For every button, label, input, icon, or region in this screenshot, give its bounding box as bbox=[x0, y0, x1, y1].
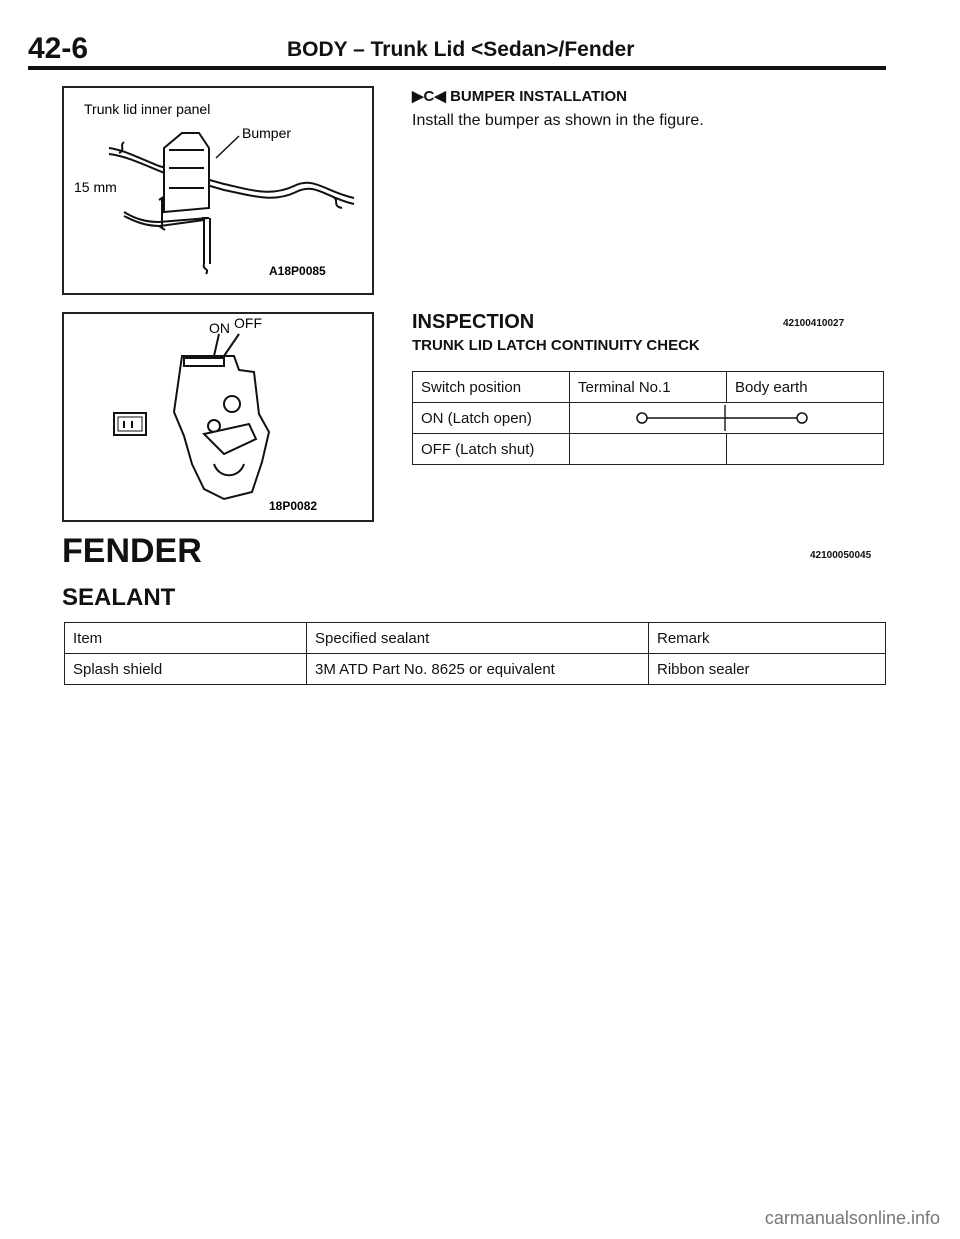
trunk-lid-label: Trunk lid inner panel bbox=[84, 101, 211, 117]
table-cell: Ribbon sealer bbox=[649, 654, 886, 685]
figure-code: A18P0085 bbox=[269, 264, 326, 278]
header-rule bbox=[28, 66, 886, 70]
connector-icon bbox=[114, 413, 146, 435]
fender-code: 42100050045 bbox=[810, 550, 872, 561]
section-marker: ▶C◀ bbox=[412, 88, 446, 105]
bumper-heading-text: BUMPER INSTALLATION bbox=[450, 88, 628, 105]
table-cell: OFF (Latch shut) bbox=[413, 434, 570, 465]
table-row bbox=[65, 654, 886, 685]
table-cell: Splash shield bbox=[65, 654, 307, 685]
bumper-body: Install the bumper as shown in the figure. bbox=[412, 112, 704, 129]
bumper-shape bbox=[164, 133, 209, 212]
on-label: ON bbox=[209, 320, 230, 336]
table-header-cell: Specified sealant bbox=[307, 623, 649, 654]
inspection-subheading: TRUNK LID LATCH CONTINUITY CHECK bbox=[412, 337, 700, 354]
dimension-label: 15 mm bbox=[74, 179, 117, 195]
table-cell bbox=[727, 434, 884, 465]
bumper-diagram bbox=[64, 88, 372, 293]
continuity-table bbox=[412, 371, 884, 465]
table-header-cell: Item bbox=[65, 623, 307, 654]
bumper-heading bbox=[412, 87, 627, 105]
table-header-cell: Remark bbox=[649, 623, 886, 654]
bumper-leader bbox=[216, 136, 239, 158]
table-header-cell: Switch position bbox=[413, 372, 570, 403]
table-header-cell: Terminal No.1 bbox=[570, 372, 727, 403]
table-row bbox=[413, 434, 884, 465]
continuity-line bbox=[570, 405, 880, 431]
latch-figure bbox=[62, 312, 374, 522]
bumper-label: Bumper bbox=[242, 125, 292, 141]
page-title: BODY – Trunk Lid <Sedan>/Fender bbox=[287, 38, 635, 61]
table-cell: 3M ATD Part No. 8625 or equivalent bbox=[307, 654, 649, 685]
table-header-row bbox=[65, 623, 886, 654]
latch-body bbox=[174, 334, 269, 499]
figure-code: 18P0082 bbox=[269, 499, 318, 513]
table-header-cell: Body earth bbox=[727, 372, 884, 403]
table-header-row bbox=[413, 372, 884, 403]
bumper-figure bbox=[62, 86, 374, 295]
watermark: carmanualsonline.info bbox=[764, 1208, 940, 1228]
off-label: OFF bbox=[234, 315, 262, 331]
table-cell bbox=[570, 434, 727, 465]
table-row bbox=[413, 403, 884, 434]
continuity-indicator bbox=[570, 403, 884, 434]
latch-diagram bbox=[64, 314, 372, 520]
panel-lines bbox=[109, 142, 354, 274]
sealant-table bbox=[64, 622, 886, 685]
inspection-code: 42100410027 bbox=[783, 318, 845, 329]
inspection-heading: INSPECTION bbox=[412, 311, 535, 333]
table-cell: ON (Latch open) bbox=[413, 403, 570, 434]
fender-heading: FENDER bbox=[62, 532, 202, 570]
page-number: 42-6 bbox=[28, 32, 89, 65]
sealant-heading: SEALANT bbox=[62, 584, 176, 611]
